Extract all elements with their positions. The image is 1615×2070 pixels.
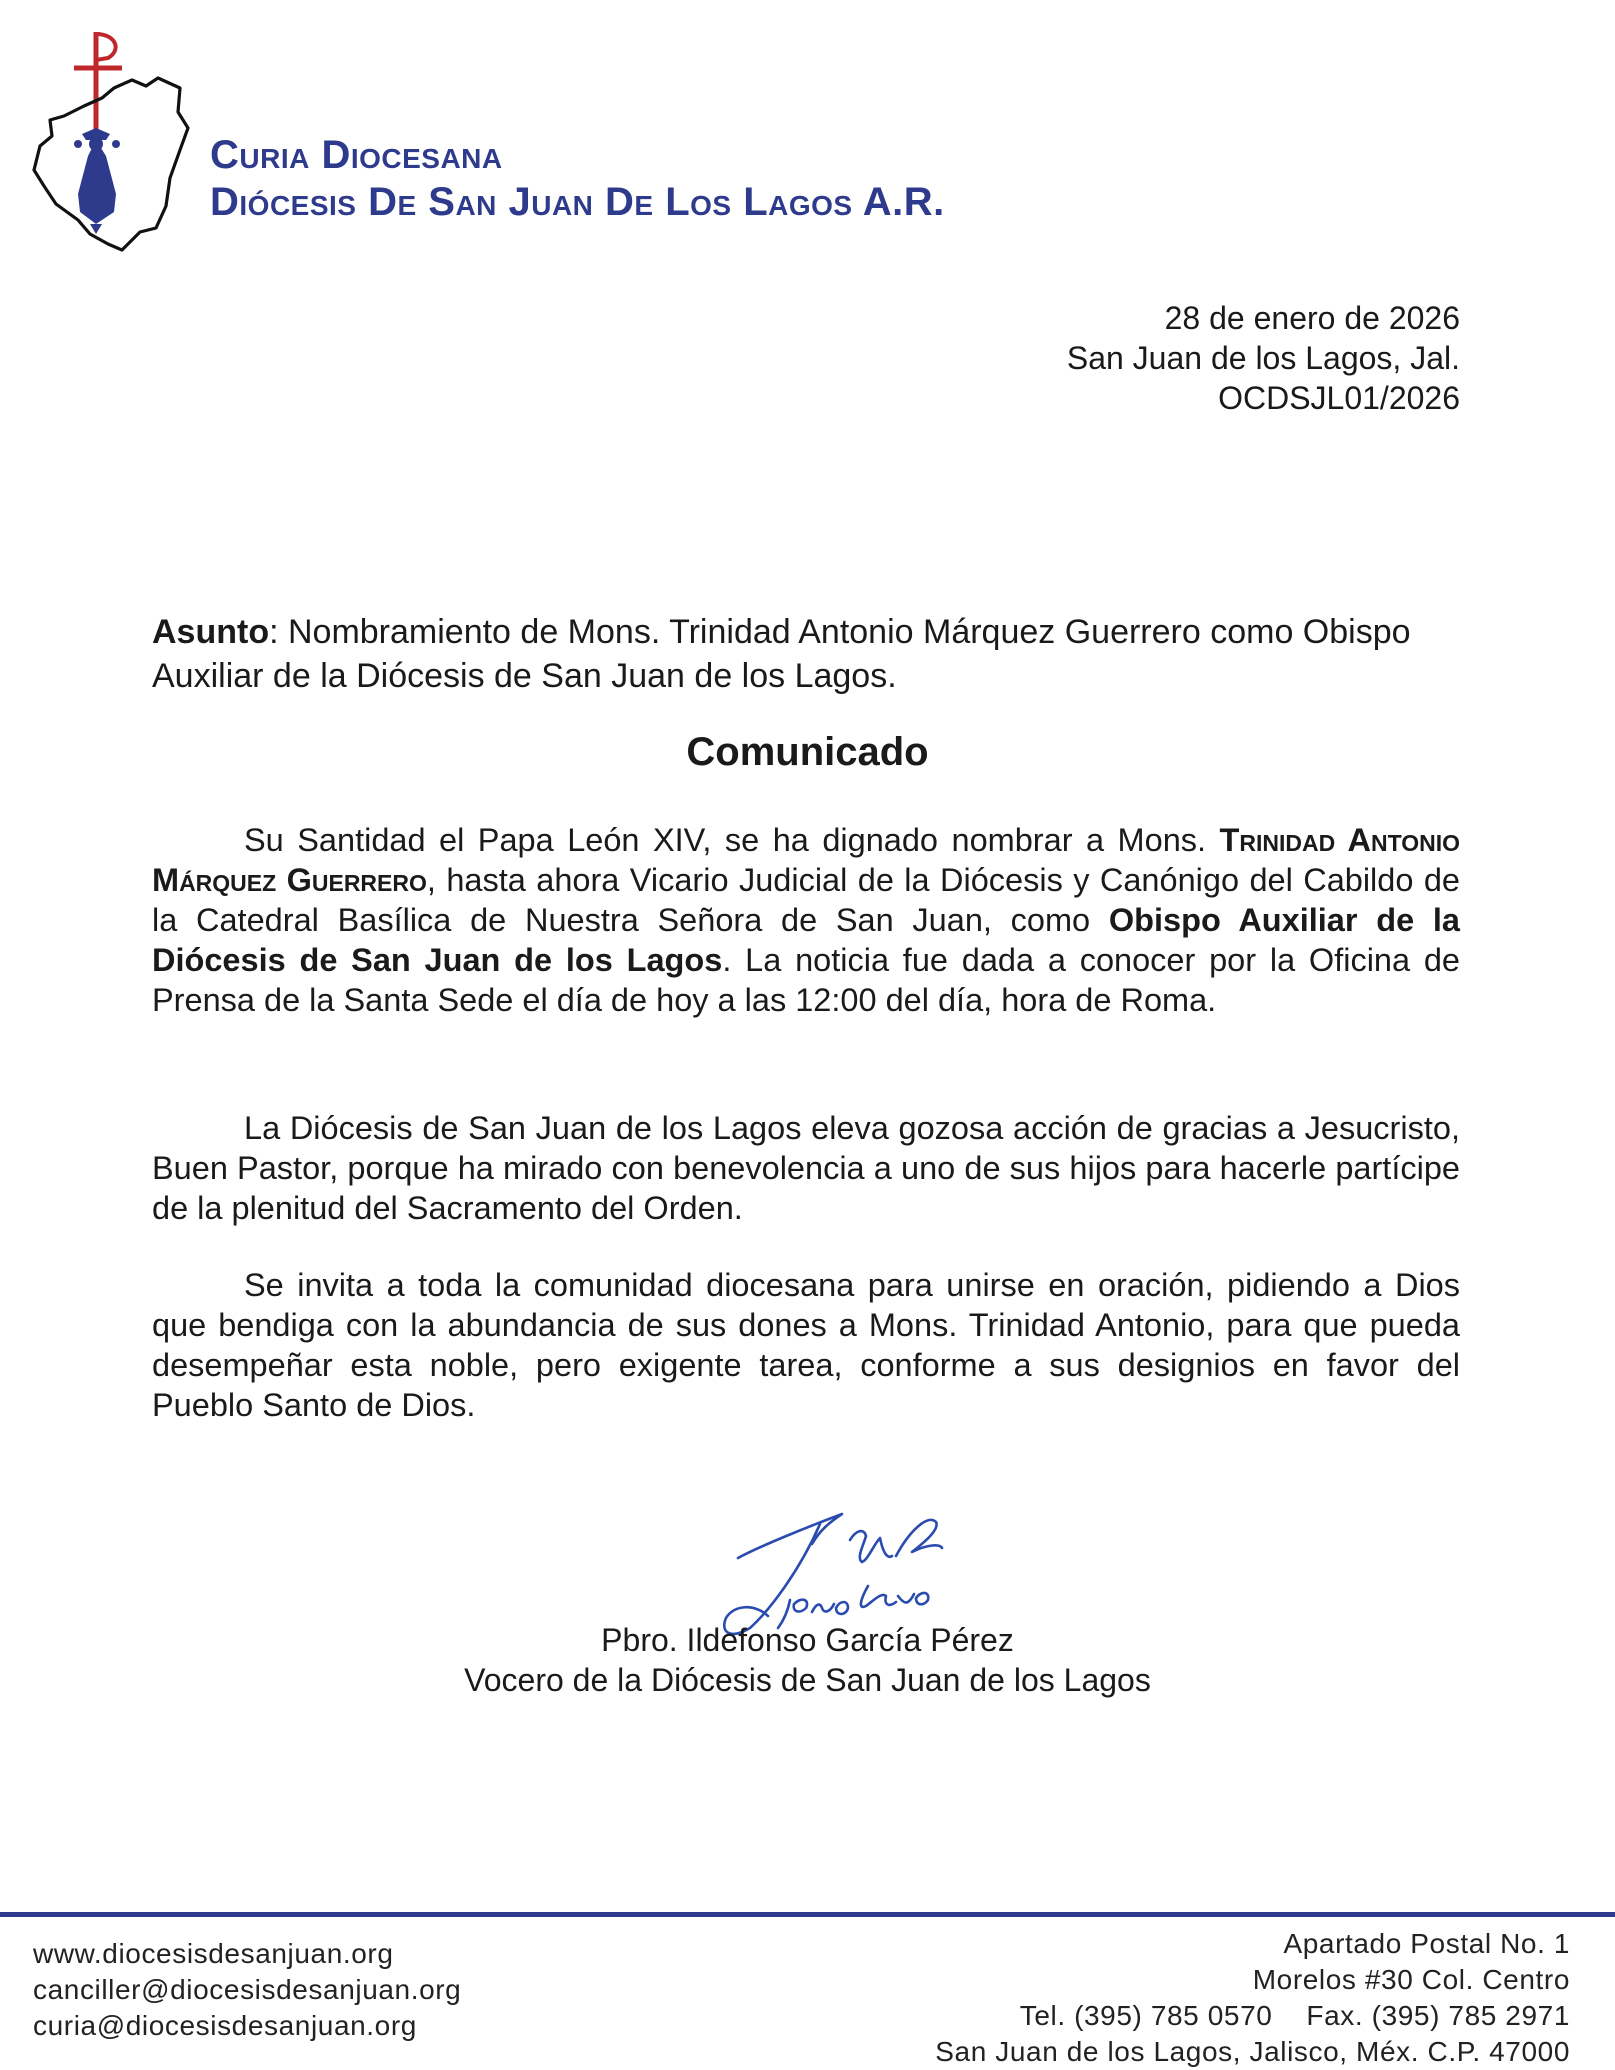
paragraph-invitation: Se invita a toda la comunidad diocesana para unirse en oración, pidiendo a Dios que bendiga con la abundancia de sus dones a Mons. Trinidad Antonio, para que pueda desempeñar esta noble, pero exigente tarea, conforme a sus designios en favor del Pueblo Santo de Dios.	[152, 1267, 1460, 1423]
footer-website: www.diocesisdesanjuan.org	[33, 1938, 394, 1969]
institution-header	[210, 132, 945, 226]
paragraph1-part-a: Su Santidad el Papa León XIV, se ha dignado nombrar a Mons.	[244, 822, 1220, 858]
footer-contact-web	[33, 1936, 461, 2044]
footer-phone-row	[935, 1998, 1570, 2034]
subject-text: : Nombramiento de Mons. Trinidad Antonio Márquez Guerrero como Obispo Auxiliar de la Diócesis de San Juan de los Lagos.	[152, 613, 1411, 695]
paragraph-thanksgiving: La Diócesis de San Juan de los Lagos eleva gozosa acción de gracias a Jesucristo, Buen Pastor, porque ha mirado con benevolencia a uno de sus hijos para hacerle partícipe de la plenitud del Sacramento del Orden.	[152, 1110, 1460, 1226]
footer-street: Morelos #30 Col. Centro	[1252, 1964, 1570, 1995]
signatory-block	[0, 1620, 1615, 1700]
paragraph1-part-c: . La noticia fue dada a conocer por la Oficina de Prensa de la Santa Sede el día de hoy a las 12:00 del día, hora de Roma.	[152, 942, 1460, 1018]
subject-line	[152, 610, 1460, 698]
paragraph-appointment	[152, 820, 1460, 1020]
curia-title: Curia Diocesana	[210, 133, 503, 177]
footer-divider	[0, 1912, 1615, 1917]
paragraph1-part-b: , hasta ahora Vicario Judicial de la Diócesis y Canónigo del Cabildo de la Catedral Basílica de Nuestra Señora de San Juan, como	[152, 862, 1460, 938]
footer-email-canciller: canciller@diocesisdesanjuan.org	[33, 1974, 462, 2005]
footer-contact-address	[935, 1926, 1570, 2070]
subject-label: Asunto	[152, 613, 270, 651]
signatory-name: Pbro. Ildefonso García Pérez	[601, 1622, 1014, 1658]
footer-tel: Tel. (395) 785 0570	[1019, 2000, 1273, 2031]
footer-po-box: Apartado Postal No. 1	[1283, 1928, 1570, 1959]
letter-reference: OCDSJL01/2026	[1218, 380, 1460, 416]
letter-date: 28 de enero de 2026	[1164, 300, 1460, 336]
document-title: Comunicado	[686, 730, 929, 774]
footer-city: San Juan de los Lagos, Jalisco, Méx. C.P. 47000	[935, 2036, 1570, 2067]
diocese-title: Diócesis De San Juan De Los Lagos A.R.	[210, 180, 945, 225]
letter-place: San Juan de los Lagos, Jal.	[1066, 340, 1460, 376]
signatory-position: Vocero de la Diócesis de San Juan de los Lagos	[464, 1662, 1151, 1698]
appointee-role: Obispo Auxiliar de la Diócesis de San Juan de los Lagos	[152, 902, 1460, 978]
diocese-logo-icon	[30, 28, 190, 258]
date-block	[1067, 298, 1460, 418]
footer-email-curia: curia@diocesisdesanjuan.org	[33, 2010, 417, 2041]
footer-fax: Fax. (395) 785 2971	[1306, 2000, 1570, 2031]
appointee-name: Trinidad Antonio Márquez Guerrero	[152, 822, 1461, 898]
